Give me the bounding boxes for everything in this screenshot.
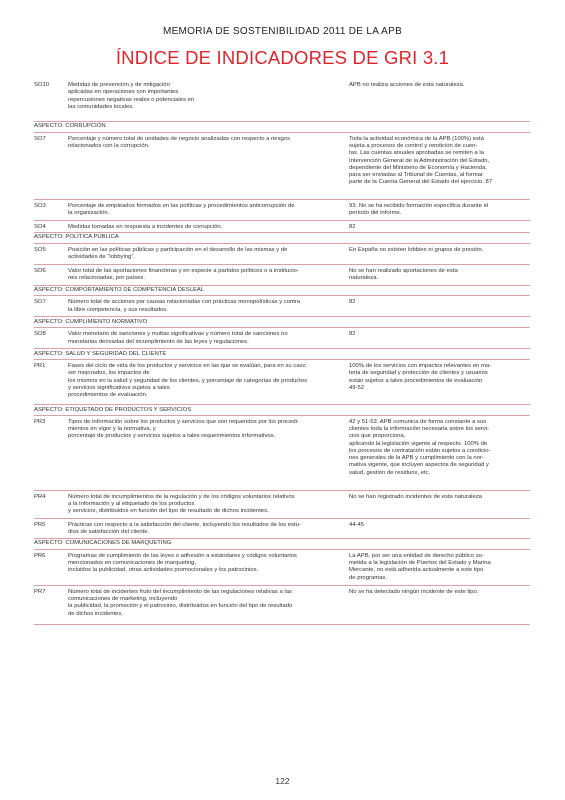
indicator-response: En España no existen lobbies ni grupos de presión. — [349, 246, 484, 253]
indicator-code: PR5 — [34, 521, 46, 528]
indicator-description: Número total de incumplimientos de la regulación y de los códigos voluntarios relativos a la información y al etiquetado de los productos y servicios, distribuidos en función del tipo de resultado de dichos incidentes. — [68, 493, 295, 515]
indicator-code: PR3 — [34, 418, 46, 425]
indicator-response: Toda la actividad económica de la APB (100%) está sujeta a procesos de control y rendición de cuen- tas. Las cuentas anuales aprobadas se remiten a la Intervención General de la Administración del Estado, dependiente del Ministerio de Economía y Hacienda, para ser enviadas al Tribunal de Cuentas, al formar parte de la Cuenta General del Estado del ejercicio. 87 — [349, 135, 493, 186]
indicator-row — [34, 79, 530, 122]
indicator-code: SO8 — [34, 331, 46, 338]
indicator-code: SO7 — [34, 135, 46, 142]
indicator-code: PR7 — [34, 588, 46, 595]
indicator-response: 44-45 — [349, 521, 365, 528]
indicator-code: PR4 — [34, 493, 46, 500]
indicator-response: La APB, por ser una entidad de derecho público so- metida a la legislación de Puertos del Estado y Marina Mercante, no está adherida actualmente a este tipo de programas. — [349, 552, 491, 581]
indicator-code: SO7 — [34, 299, 46, 306]
indicator-code: SO4 — [34, 223, 46, 230]
indicator-row — [34, 550, 530, 586]
indicator-response: APB no realiza acciones de esta naturaleza. — [349, 82, 465, 88]
indicator-row — [34, 491, 530, 519]
aspect-heading: ASPECTO: COMUNICACIONES DE MARQUETING — [34, 539, 530, 550]
indicator-row — [34, 328, 530, 349]
indicator-description: Posición en las políticas públicas y participación en el desarrollo de las mismas y de actividades de "lobbying". — [68, 246, 288, 260]
indicator-row — [34, 519, 530, 539]
indicator-response: No se han registrado incidentes de esta naturaleza — [349, 493, 482, 500]
indicator-description: Fases del ciclo de vida de los productos y servicios en las que se evalúan, para en su caso ser mejorados, los impactos de los mismos en la salud y seguridad de los clientes, y porcentaje de categorías de productos y servicios significativos sujetos a tales procedimientos de evaluación. — [68, 363, 308, 399]
page-title: ÍNDICE DE INDICADORES DE GRI 3.1 — [115, 47, 450, 68]
indicator-description: Porcentaje y número total de unidades de negocio analizadas con respecto a riesgos relacionados con la corrupción. — [68, 135, 291, 150]
indicator-description: Valor monetario de sanciones y multas significativas y número total de sanciones no monetarias derivadas del incumplimiento de las leyes y regulaciones. — [68, 331, 288, 345]
indicator-description: Medidas de prevención y de mitigación aplicadas en operaciones con importantes repercusiones negativas reales o potenciales en las comunidades locales. — [68, 82, 195, 110]
indicator-row — [34, 265, 530, 286]
aspect-heading: ASPECTO: ETIQUETADO DE PRODUCTOS Y SERVICIOS — [34, 405, 530, 416]
indicator-row — [34, 244, 530, 265]
indicator-response: 100% de los servicios con impactos relevantes en ma- teria de seguridad y protección de clientes y usuarios están sujetos a tales procedimientos de evaluación 49-52 — [349, 363, 492, 391]
indicator-row — [34, 416, 530, 491]
indicator-response: 82 — [349, 223, 356, 230]
indicator-response: No se ha detectado ningún incidente de este tipo. — [349, 588, 479, 595]
running-head: MEMORIA DE SOSTENIBILIDAD 2011 DE LA APB — [162, 26, 403, 37]
indicator-row — [34, 200, 530, 221]
aspect-heading: ASPECTO: CUMPLIMIENTO NORMATIVO — [34, 317, 530, 328]
indicator-description: Tipos de información sobre los productos y servicios que son requeridos por los procedi- mientos en vigor y la normativa, y porcentaje de productos y servicios sujetos a tales requerimientos informativos. — [68, 418, 299, 440]
indicator-code: SO10 — [34, 82, 50, 88]
indicator-description: Número total de acciones por causas relacionadas con prácticas monopolísticas y contra la libre competencia, y sus resultados. — [68, 299, 301, 313]
indicator-row — [34, 296, 530, 317]
indicator-response: 42 y 51-52. APB comunica de forma constante a sus clientes toda la información necesaria sobre los servi- cios que proporciona, aplicando la legislación vigente al respecto. 100% de los procesos de contratación están sujetos a condicio- nes generales de la APB y cumplimiento con la nor- mativa vigente, que incluyen aspectos de seguridad y salud, gestión de residuos, etc. — [349, 418, 491, 476]
indicator-row — [34, 133, 530, 200]
indicator-row — [34, 221, 530, 233]
aspect-heading: ASPECTO: SALUD Y SEGURIDAD DEL CLIENTE — [34, 349, 530, 360]
indicator-response: No se han realizado aportaciones de esta naturaleza. — [349, 267, 458, 281]
indicator-description: Porcentaje de empleados formados en las políticas y procedimientos anticorrupción de la organización. — [68, 202, 295, 217]
aspect-heading: ASPECTO: POLÍTICA PÚBLICA — [34, 233, 530, 244]
indicator-response: 82 — [349, 331, 356, 338]
page-number: 122 — [275, 776, 290, 786]
indicator-response: 93. No se ha recibido formación específica durante el período del informe. — [349, 202, 489, 217]
indicator-row — [34, 360, 530, 405]
indicator-description: Medidas tomadas en respuesta a incidentes de corrupción. — [68, 223, 223, 230]
indicator-code: SO5 — [34, 246, 46, 253]
indicator-description: Programas de cumplimiento de las leyes o adhesión a estándares y códigos voluntarios mencionados en comunicaciones de marqueting, incluidos la publicidad, otras actividades promocionales y los patrocinios. — [68, 552, 297, 574]
indicator-description: Prácticas con respecto a la satisfacción del cliente, incluyendo los resultados de los estu- dios de satisfacción del cliente. — [68, 521, 301, 536]
indicator-code: SO6 — [34, 267, 46, 274]
indicator-row — [34, 586, 530, 625]
aspect-heading: ASPECTO: COMPORTAMIENTO DE COMPETENCIA DESLEAL — [34, 286, 530, 297]
aspect-heading: ASPECTO: CORRUPCIÓN — [34, 122, 530, 133]
indicator-code: PR6 — [34, 552, 46, 559]
indicator-response: 82 — [349, 299, 356, 306]
indicator-code: SO3 — [34, 202, 46, 209]
gri-indicator-table — [34, 79, 530, 625]
indicator-code: PR1 — [34, 363, 46, 370]
indicator-description: Valor total de las aportaciones financieras y en especie a partidos políticos o a institucio- nes relacionadas, por países. — [68, 267, 299, 281]
indicator-description: Número total de incidentes fruto del incumplimiento de las regulaciones relativas a las comunicaciones de marketing, incluyendo la publicidad, la promoción y el patrocinio, distribuidos en función del tipo de resultado de dichos incidentes. — [68, 588, 293, 617]
